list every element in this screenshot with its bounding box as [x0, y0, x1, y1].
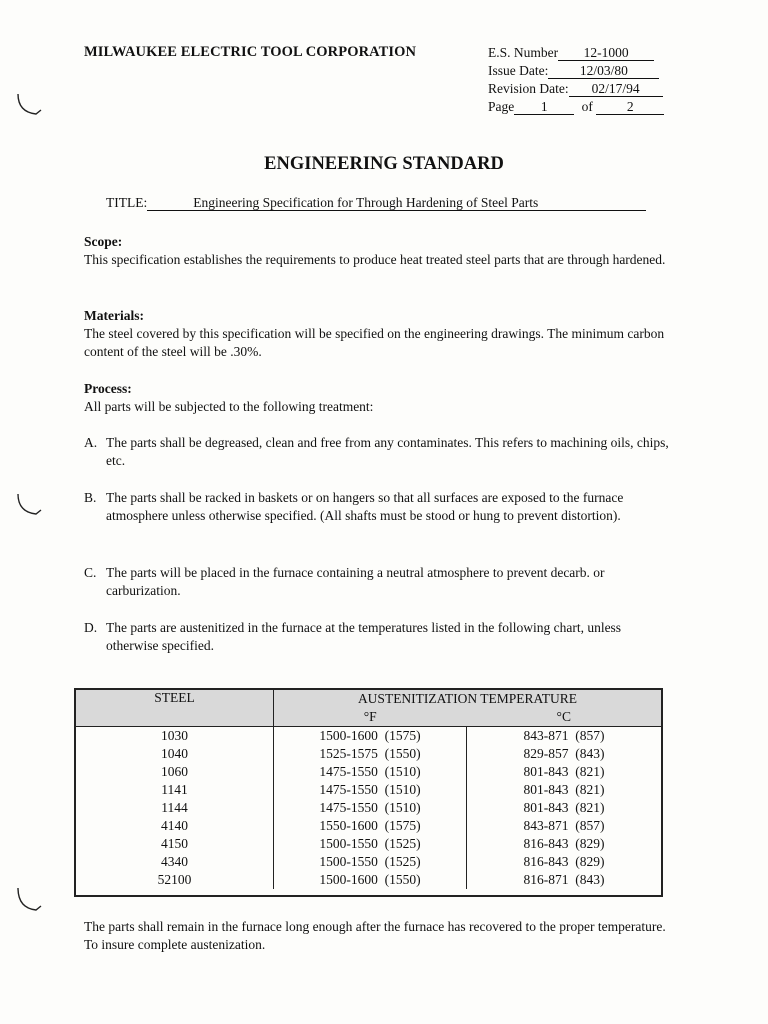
- binder-hole-mark-bottom: [14, 886, 44, 916]
- document-heading: ENGINEERING STANDARD: [264, 154, 504, 174]
- scope-heading: Scope:: [84, 234, 123, 249]
- cell-steel: 4340: [76, 853, 274, 871]
- binder-hole-mark-top: [14, 92, 44, 120]
- materials-text: The steel covered by this specification will be specified on the engineering drawings. The minimum carbon content of the steel will be .30%.: [84, 326, 665, 359]
- process-item-text: The parts are austenitized in the furnace at the temperatures listed in the following chart, unless otherwise specified.: [106, 620, 622, 653]
- page-total: 2: [596, 100, 664, 115]
- cell-fahrenheit: 1475-1550 (1510): [274, 799, 467, 817]
- cell-fahrenheit: 1500-1550 (1525): [274, 853, 467, 871]
- of-label: of: [581, 99, 593, 114]
- col-c-header: °C: [467, 708, 662, 727]
- materials-heading: Materials:: [84, 308, 144, 323]
- table-row: [76, 835, 661, 853]
- process-item-label: B.: [84, 490, 97, 505]
- cell-steel: 1060: [76, 763, 274, 781]
- process-item-text: The parts shall be racked in baskets or on hangers so that all surfaces are exposed to the furnace atmosphere unless otherwise specified. (All shafts must be stood or hung to prevent distortion).: [106, 490, 624, 523]
- cell-celsius: 843-871 (857): [523, 728, 605, 743]
- company-name: MILWAUKEE ELECTRIC TOOL CORPORATION: [84, 44, 417, 60]
- issue-date-row: [488, 62, 664, 80]
- austenitization-table: [74, 688, 663, 897]
- issue-date-label: Issue Date:: [488, 63, 549, 78]
- cell-celsius: 843-871 (857): [523, 818, 605, 833]
- cell-fahrenheit: 1475-1550 (1510): [274, 781, 467, 799]
- process-text: All parts will be subjected to the following treatment:: [84, 399, 374, 414]
- cell-fahrenheit: 1550-1600 (1575): [274, 817, 467, 835]
- scope-section: [84, 233, 674, 269]
- col-f-header: °F: [274, 708, 467, 727]
- materials-section: [84, 307, 674, 361]
- cell-celsius: 816-871 (843): [523, 872, 605, 887]
- process-heading: Process:: [84, 381, 132, 396]
- process-item-text: The parts will be placed in the furnace containing a neutral atmosphere to prevent decarb. or carburization.: [106, 565, 605, 598]
- page-label: Page: [488, 99, 515, 114]
- page-number: 1: [514, 100, 574, 115]
- cell-fahrenheit: 1500-1600 (1550): [274, 871, 467, 889]
- table-row: [76, 763, 661, 781]
- cell-steel: 1030: [76, 727, 274, 746]
- process-item-b: [84, 489, 674, 525]
- process-item-d: [84, 619, 674, 655]
- cell-celsius: 801-843 (821): [523, 800, 605, 815]
- issue-date-value: 12/03/80: [548, 64, 659, 79]
- revision-date-row: [488, 80, 664, 98]
- es-number-value: 12-1000: [558, 46, 654, 61]
- es-number-label: E.S. Number: [488, 45, 559, 60]
- process-section: [84, 380, 674, 416]
- col-group-header: AUSTENITIZATION TEMPERATURE: [274, 690, 662, 708]
- table-row: [76, 781, 661, 799]
- document-meta: [488, 44, 664, 116]
- table-row: [76, 817, 661, 835]
- scope-text: This specification establishes the requirements to produce heat treated steel parts that are through hardened.: [84, 252, 666, 267]
- process-item-label: A.: [84, 435, 98, 450]
- table-row: [76, 853, 661, 871]
- cell-steel: 4140: [76, 817, 274, 835]
- page-row: [488, 98, 664, 116]
- process-item-label: D.: [84, 620, 98, 635]
- es-number-row: [488, 44, 664, 62]
- title-line: [106, 195, 646, 211]
- cell-steel: 52100: [76, 871, 274, 889]
- process-item-label: C.: [84, 565, 97, 580]
- cell-steel: 1040: [76, 745, 274, 763]
- cell-celsius: 801-843 (821): [523, 764, 605, 779]
- revision-date-value: 02/17/94: [569, 82, 663, 97]
- revision-date-label: Revision Date:: [488, 81, 569, 96]
- title-label: TITLE:: [106, 195, 148, 210]
- cell-celsius: 816-843 (829): [523, 854, 605, 869]
- table-row: [76, 871, 661, 889]
- cell-steel: 1141: [76, 781, 274, 799]
- table-row: [76, 727, 661, 746]
- col-steel-header: STEEL: [76, 690, 274, 727]
- process-item-c: [84, 564, 674, 600]
- table-row: [76, 745, 661, 763]
- process-item-text: The parts shall be degreased, clean and free from any contaminates. This refers to machining oils, chips, etc.: [106, 435, 669, 468]
- binder-hole-mark-middle: [14, 492, 44, 520]
- closing-text: The parts shall remain in the furnace long enough after the furnace has recovered to the proper temperature. To insure complete austenization.: [84, 919, 666, 952]
- cell-celsius: 801-843 (821): [523, 782, 605, 797]
- cell-fahrenheit: 1500-1550 (1525): [274, 835, 467, 853]
- table-row: [76, 799, 661, 817]
- cell-fahrenheit: 1500-1600 (1575): [274, 727, 467, 746]
- process-item-a: [84, 434, 674, 470]
- cell-celsius: 816-843 (829): [523, 836, 605, 851]
- cell-celsius: 829-857 (843): [523, 746, 605, 761]
- title-value: Engineering Specification for Through Hardening of Steel Parts: [147, 196, 646, 211]
- cell-steel: 4150: [76, 835, 274, 853]
- cell-steel: 1144: [76, 799, 274, 817]
- cell-fahrenheit: 1475-1550 (1510): [274, 763, 467, 781]
- cell-fahrenheit: 1525-1575 (1550): [274, 745, 467, 763]
